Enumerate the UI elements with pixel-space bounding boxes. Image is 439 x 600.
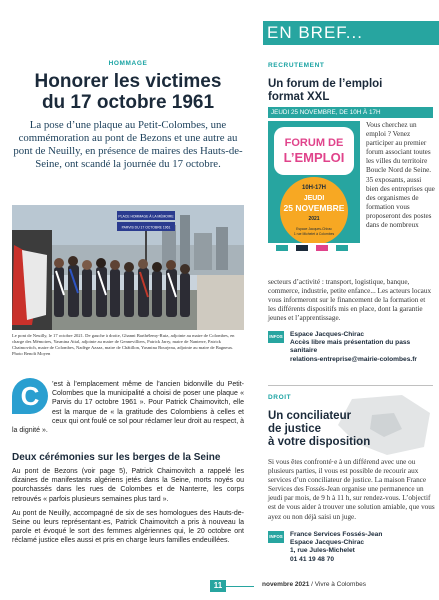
conciliateur-title-line2: de justice <box>268 423 322 435</box>
ceremony-photo-illustration <box>12 205 244 330</box>
article-intro-text <box>12 380 244 435</box>
headline-line1: Honorer les victimes <box>34 71 222 92</box>
conciliateur-title <box>268 410 433 449</box>
forum-info-line2: Accès libre mais présentation du pass sanitaire <box>290 339 411 355</box>
conciliateur-title-line3: à votre disposition <box>268 436 371 448</box>
forum-text-full: secteurs d’activité : transport, logistique, banque, commerce, industrie, petite enfance... Les acteurs locaux vous informeront sur le financement de la formation et les différents dispositifs mis en place, dont la garantie jeunes et l’apprentissage. <box>268 278 432 323</box>
intro-paragraph: ’est à l’emplacement même de l’ancien bidonville du Petit-Colombes que la municipalité a choisi de poser une plaque « Parvis du 17 octobre 1961 ». Pour Patrick Chaimovitch, elle est la marque de « la gratitude des Colombiens à celles et ceux qui ont foulé ce sol pour réclamer leur droit au respect, à la dignité ». <box>12 381 244 435</box>
main-article-header <box>12 60 244 171</box>
droit-kicker: DROIT <box>268 394 292 401</box>
photo-sign1: PLACE HOMMAGE À LA MÉMOIRE <box>118 214 174 219</box>
article-subhead: Deux cérémonies sur les berges de la Seine <box>12 452 221 463</box>
poster-date1: JEUDI <box>303 195 325 202</box>
footer-issue-date: novembre 2021 <box>262 581 310 588</box>
poster-hours: 10H-17H <box>301 185 327 191</box>
section-divider <box>268 385 433 386</box>
info-icon: INFOS <box>268 331 284 343</box>
forum-text-side: Vous cherchez un emploi ? Venez participer au premier forum associant toutes les villes du territoire Boucle Nord de Seine. 35 exposants, aussi bien des entreprises que des organismes de formation vous proposeront des postes dans de nombreux <box>366 121 435 230</box>
conciliateur-info-phone: 01 41 19 48 70 <box>290 555 334 563</box>
poster-title2: L’EMPLOI <box>283 150 345 165</box>
forum-title-line1: Un forum de l’emploi <box>268 78 383 90</box>
conciliateur-info-line2: Espace Jacques-Chirac <box>290 539 365 547</box>
conciliateur-info-box <box>268 531 433 564</box>
poster-year: 2021 <box>308 216 320 222</box>
body-paragraph-1: Au pont de Bezons (voir page 5), Patrick Chaimovitch a rappelé les dizaines de manifestants algériens jetés dans la Seine, morts noyés ou pourchassés dans les rues de Colombes et de Nanterre, les corps retrouvés « parfois plusieurs semaines plus tard ». <box>12 468 244 503</box>
recrutement-kicker: RECRUTEMENT <box>268 62 325 69</box>
conciliateur-title-line1: Un conciliateur <box>268 410 352 422</box>
headline-line2: du 17 octobre 1961 <box>41 92 215 113</box>
ceremony-photo <box>12 205 244 330</box>
footer-rule <box>226 586 254 587</box>
forum-title <box>268 78 433 104</box>
conciliateur-info-line3: 1, rue Jules-Michelet <box>290 547 355 555</box>
forum-title-line2: format XXL <box>268 91 330 103</box>
page-number: 11 <box>210 580 226 592</box>
forum-info-line1: Espace Jacques-Chirac <box>290 331 365 338</box>
info-icon: INFOS <box>268 531 284 543</box>
poster-place2: 1 rue Michelet à Colombes <box>293 232 335 236</box>
article-kicker: HOMMAGE <box>108 60 148 67</box>
article-headline <box>12 71 244 113</box>
poster-place1: Espace Jacques-Chirac <box>296 227 332 231</box>
forum-poster-art <box>268 121 360 253</box>
body-paragraph-2: Au pont de Neuilly, accompagné de six de ses homologues des Hauts-de-Seine ou leurs représentant·es, Patrick Chaimovitch a pris à nouveau la parole et évoqué le sort des femmes algériennes qui, le 20 octobre ont réclamé justice elles aussi et pris en charge leurs familles endeuillées. <box>12 509 244 545</box>
article-body <box>12 467 244 551</box>
forum-info-box <box>268 331 433 364</box>
drop-cap: C <box>12 378 48 414</box>
conciliateur-text: Si vous êtes confronté·e à un différend avec une ou plusieurs parties, il vous est possible de recourir aux services d’un conciliateur de justice. La maison France Services des Fossés-Jean organise une permanence un jeudi par mois, de 9 h à 11 h, sur rendez-vous. L’objectif est de vous aider à trouver une solution amiable, que vous ayez ou non déjà saisi un juge. <box>268 458 435 521</box>
en-bref-banner: EN BREF... <box>263 21 439 45</box>
footer-magazine: / Vivre à Colombes <box>309 581 366 588</box>
article-dek: La pose d’une plaque au Petit-Colombes, une commémoration au pont de Bezons et une autre au pont de Neuilly, en présence de maires des Hauts-de-Seine, ont scandé la journée du 17 octobre. <box>13 119 243 170</box>
forum-date-bar: JEUDI 25 NOVEMBRE, DE 10H À 17H <box>268 107 433 118</box>
photo-sign2: PARVIS DU 17 OCTOBRE 1961 <box>121 225 171 230</box>
footer-issue <box>262 581 366 588</box>
poster-title1: FORUM DE <box>284 137 344 149</box>
conciliateur-info-line1: France Services Fossés-Jean <box>290 531 383 538</box>
photo-caption: Le pont de Neuilly, le 17 octobre 2021. De gauche à droite, Ghanni Barthélemy-Ruiz, adjointe au maire de Colombes, en charge des Mémoires, Yasmina Attal, adjointe au maire de Gennevilliers, Patrick Jarry, maire de Nanterre, Patrick Chaimovitch, maire de Colombes, Nadège Azzaz, maire de Châtillon, Yasmina Bourjeau, adjointe au maire de Bagneux. Photo Benoît Moyen <box>12 333 235 356</box>
poster-date2: 25 NOVEMBRE <box>283 203 345 213</box>
forum-poster <box>268 121 360 253</box>
forum-info-email: relations-entreprise@mairie-colombes.fr <box>290 355 417 363</box>
